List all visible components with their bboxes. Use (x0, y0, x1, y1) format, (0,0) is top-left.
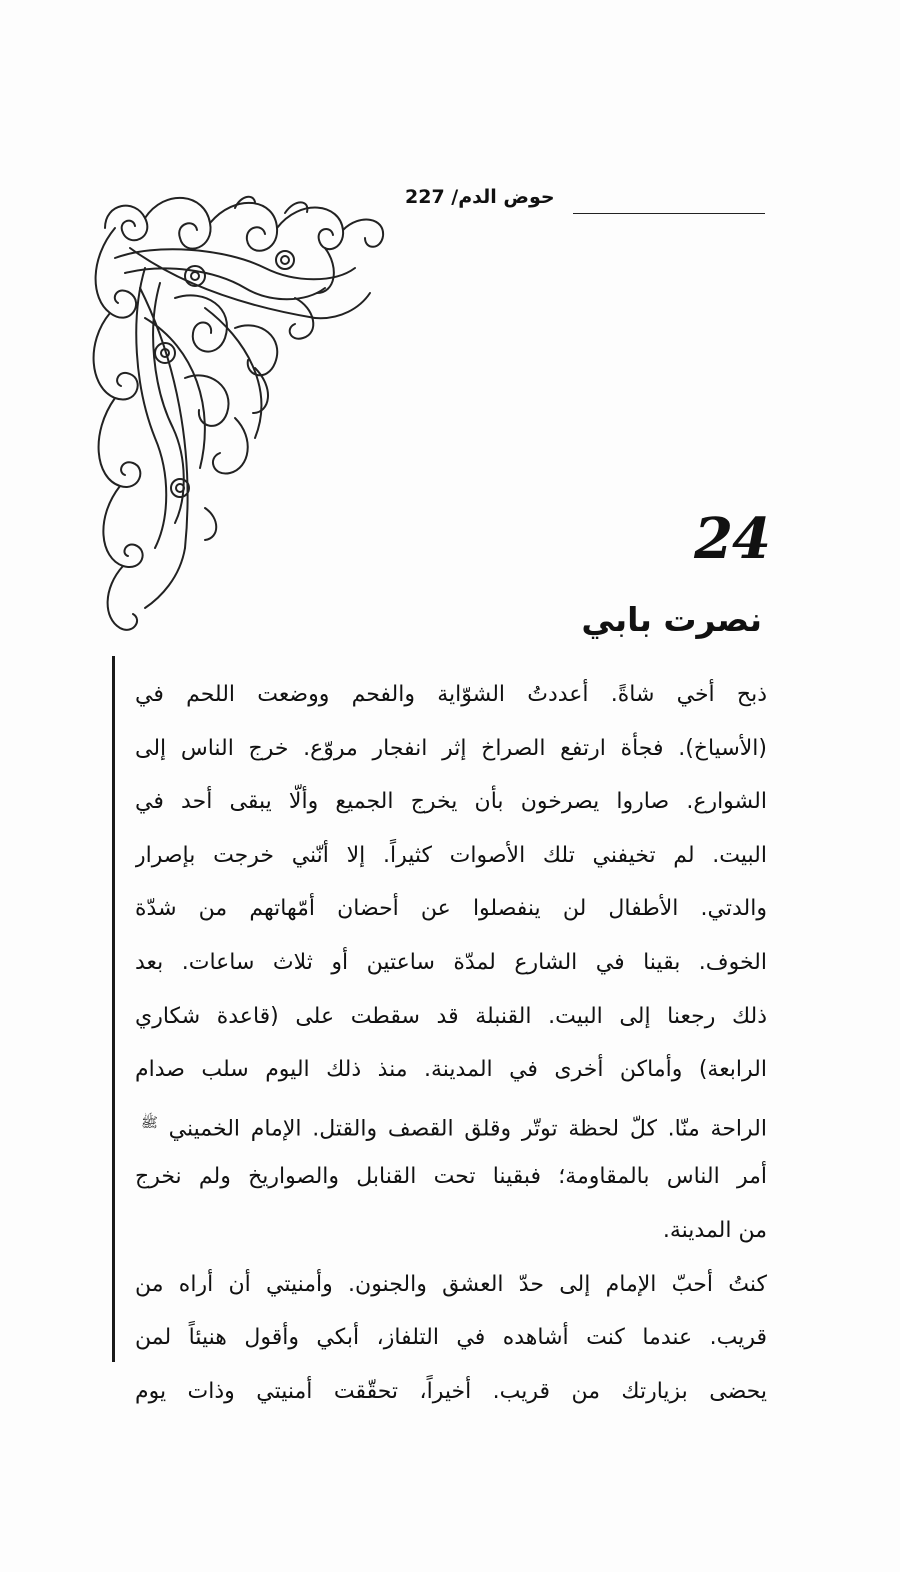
chapter-title: نصرت بابي (581, 600, 762, 639)
running-title: حوض الدم/ 227 (405, 186, 555, 208)
honorific-symbol: ﷺ (141, 1114, 158, 1131)
margin-bar (112, 656, 115, 1362)
text-line: البيت. لم تخيفني تلك الأصوات كثيراً. إلا أنّني خرجت بإصرار (135, 842, 767, 868)
paragraph-1 (135, 668, 767, 1258)
floral-corner-ornament-icon (85, 188, 390, 643)
paragraph-2 (135, 1258, 767, 1419)
text-line: الراحة منّا. كلّ لحظة توتّر وقلق القصف والقتل. الإمام الخميني (168, 1116, 767, 1142)
text-line: الرابعة) وأماكن أخرى في المدينة. منذ ذلك اليوم سلب صدام (135, 1057, 767, 1083)
text-line: قريب. عندما كنت أشاهده في التلفاز، أبكي وأقول هنيئاً لمن (135, 1325, 767, 1351)
chapter-number: 24 (694, 506, 770, 572)
text-line: يحضى بزيارتك من قريب. أخيراً، تحقّقت أمنيتي وذات يوم (135, 1378, 767, 1404)
text-line: أمر الناس بالمقاومة؛ فبقينا تحت القنابل والصواريخ ولم نخرج (135, 1164, 767, 1190)
body-text (135, 668, 767, 1418)
text-line: ذلك رجعنا إلى البيت. القنبلة قد سقطت على (قاعدة شكاري (135, 1003, 767, 1029)
text-line-with-honorific (135, 1097, 767, 1151)
text-line: (الأسياخ). فجأة ارتفع الصراخ إثر انفجار مروّع. خرج الناس إلى (135, 735, 767, 761)
text-line: والدتي. الأطفال لن ينفصلوا عن أحضان أمّهاتهم من شدّة (135, 896, 767, 922)
text-line: كنتُ أحبّ الإمام إلى حدّ العشق والجنون. وأمنيتي أن أراه من (135, 1271, 767, 1297)
text-line: من المدينة. (662, 1217, 767, 1243)
text-line: ذبح أخي شاةً. أعددتُ الشوّاية والفحم ووضعت اللحم في (135, 682, 767, 707)
text-line: الشوارع. صاروا يصرخون بأن يخرج الجميع وألّا يبقى أحد في (135, 789, 767, 815)
header-rule (573, 213, 765, 214)
running-header (405, 186, 765, 222)
text-line: الخوف. بقينا في الشارع لمدّة ساعتين أو ثلاث ساعات. بعد (135, 949, 767, 975)
